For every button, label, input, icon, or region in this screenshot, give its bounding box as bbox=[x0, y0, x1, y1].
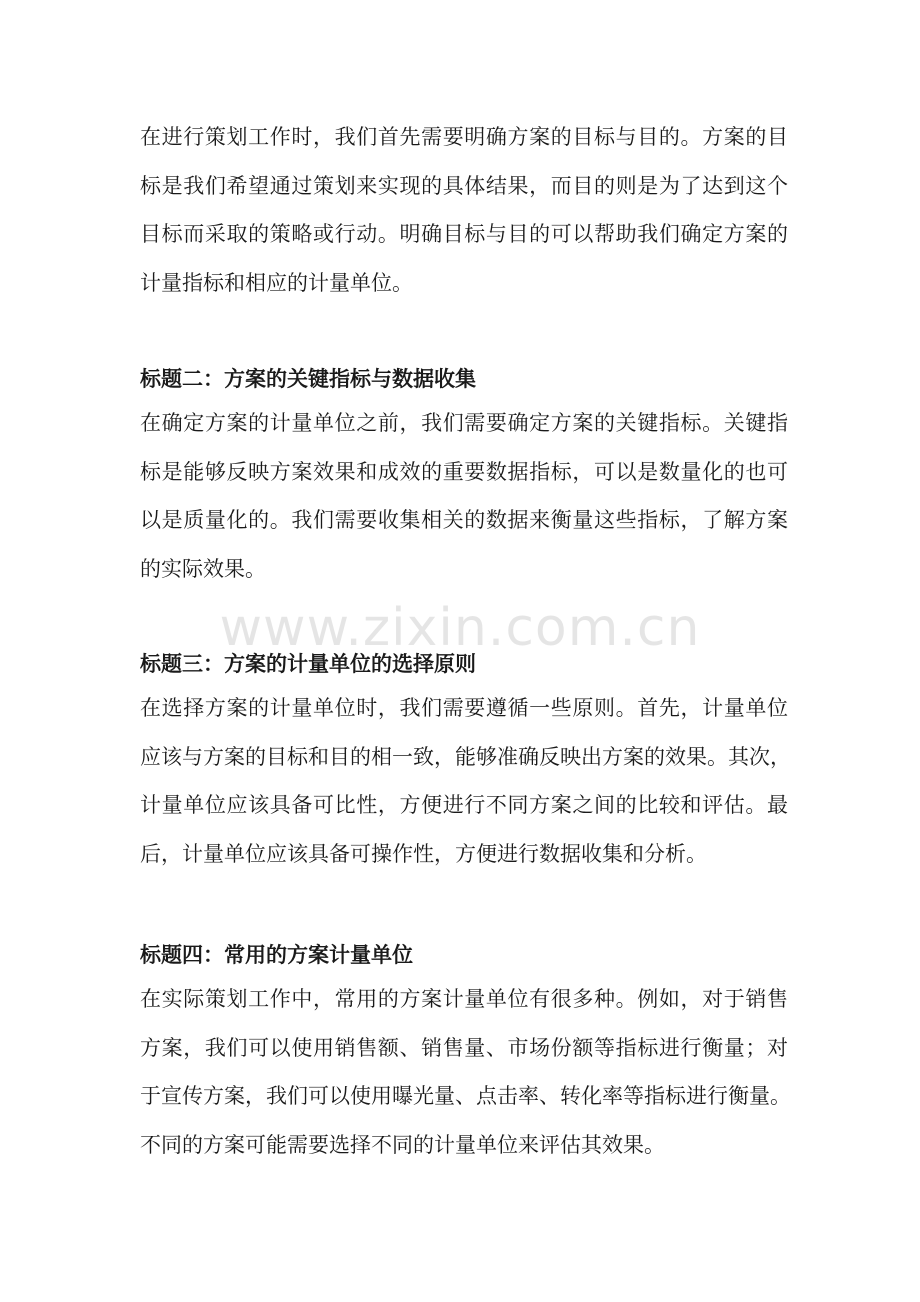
section-heading: 标题三：方案的计量单位的选择原则 bbox=[140, 651, 476, 676]
paragraph-line: 的实际效果。 bbox=[140, 556, 266, 581]
paragraph-line: 在选择方案的计量单位时，我们需要遵循一些原则。首先，计量单位 bbox=[140, 696, 788, 720]
section-2 bbox=[140, 359, 788, 593]
paragraph-line: 方案，我们可以使用销售额、销售量、市场份额等指标进行衡量；对 bbox=[140, 1035, 788, 1060]
paragraph-intro bbox=[140, 113, 788, 307]
paragraph bbox=[140, 975, 791, 1169]
paragraph bbox=[140, 399, 788, 593]
paragraph-line: 计量单位应该具备可比性，方便进行不同方案之间的比较和评估。最 bbox=[140, 793, 788, 818]
paragraph-line: 后，计量单位应该具备可操作性，方便进行数据收集和分析。 bbox=[140, 841, 707, 866]
paragraph bbox=[140, 684, 791, 878]
paragraph-line: 不同的方案可能需要选择不同的计量单位来评估其效果。 bbox=[140, 1132, 665, 1157]
section-heading: 标题四：常用的方案计量单位 bbox=[140, 942, 413, 967]
section-heading: 标题二：方案的关键指标与数据收集 bbox=[140, 366, 476, 391]
paragraph-line: 标是能够反映方案效果和成效的重要数据指标，可以是数量化的也可 bbox=[140, 459, 788, 484]
paragraph-line: 于宣传方案，我们可以使用曝光量、点击率、转化率等指标进行衡量。 bbox=[140, 1084, 791, 1109]
section-intro bbox=[140, 113, 788, 307]
paragraph-line: 在进行策划工作时，我们首先需要明确方案的目标与目的。方案的目 bbox=[140, 125, 788, 149]
paragraph-line: 应该与方案的目标和目的相一致，能够准确反映出方案的效果。其次， bbox=[140, 744, 791, 769]
paragraph-line: 在实际策划工作中，常用的方案计量单位有很多种。例如，对于销售 bbox=[140, 987, 788, 1011]
section-4 bbox=[140, 935, 791, 1169]
paragraph-line: 标是我们希望通过策划来实现的具体结果，而目的则是为了达到这个 bbox=[140, 173, 788, 198]
section-3 bbox=[140, 644, 791, 878]
paragraph-line: 目标而采取的策略或行动。明确目标与目的可以帮助我们确定方案的 bbox=[140, 222, 788, 247]
watermark: www.zixin.com.cn bbox=[219, 598, 701, 658]
paragraph-line: 在确定方案的计量单位之前，我们需要确定方案的关键指标。关键指 bbox=[140, 411, 788, 435]
paragraph-line: 以是质量化的。我们需要收集相关的数据来衡量这些指标，了解方案 bbox=[140, 508, 788, 533]
paragraph-line: 计量指标和相应的计量单位。 bbox=[140, 270, 413, 295]
